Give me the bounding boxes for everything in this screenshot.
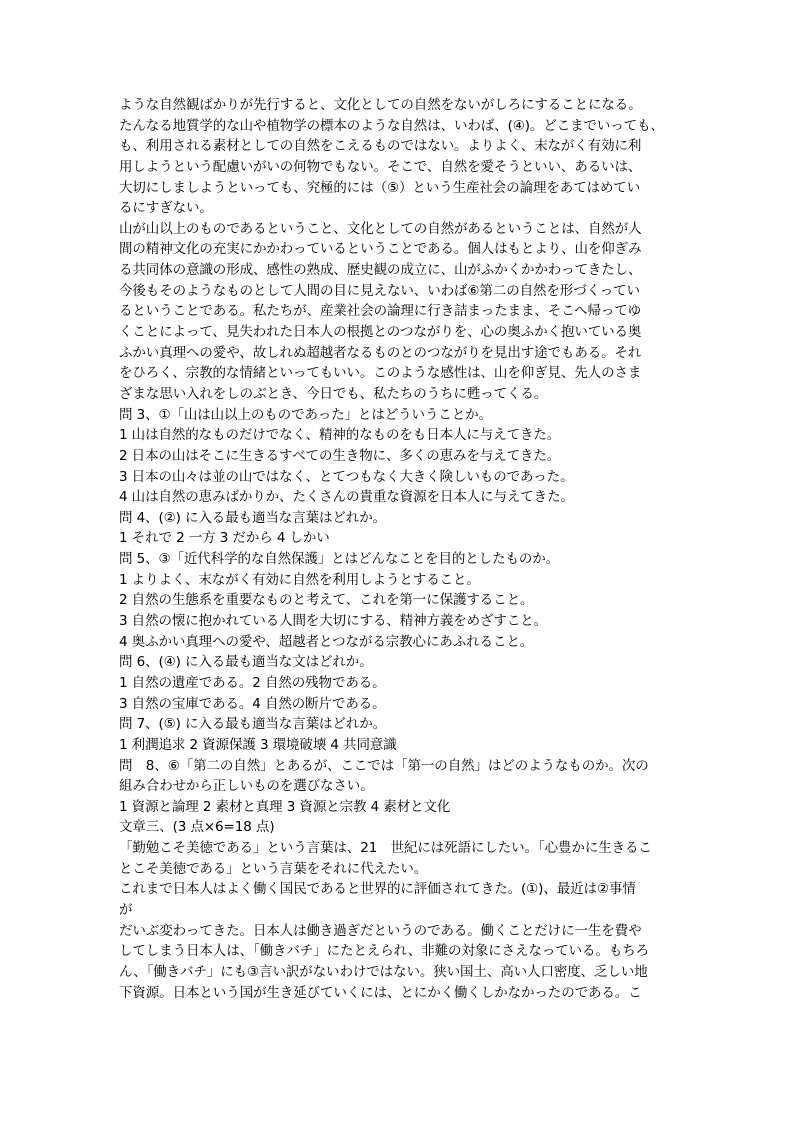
answer-option: 2 日本の山はそこに生きるすべての生き物に、多くの恵みを与えてきた。	[119, 447, 561, 464]
text-line: が	[119, 901, 133, 918]
text-line: これまで日本人はよく働く国民であると世界的に評価されてきた。(①)、最近は②事情	[119, 881, 636, 898]
answer-option: 2 自然の生態系を重要なものと考えて、これを第一に保護すること。	[119, 592, 534, 609]
text-line: 山が山以上のものであるということ、文化としての自然があるということは、自然が人	[119, 220, 642, 237]
text-line: 大切にしましようといっても、究極的には（⑤）という生産社会の論理をあてはめてい	[119, 179, 641, 196]
question-heading: 問 7、(⑤) に入る最も適当な言葉はどれか。	[119, 716, 387, 733]
text-line: る共同体の意識の形成、感性の熟成、歴史観の成立に、山がふかくかかわってきたし、	[119, 262, 642, 279]
answer-option: 3 自然の宝庫である。4 自然の断片である。	[119, 695, 386, 712]
answer-option: 3 自然の懐に抱かれている人間を大切にする、精神方義をめざすこと。	[119, 613, 548, 630]
text-line: ざまな思い入れをしのぶとき、今日でも、私たちのうちに甦ってくる。	[119, 385, 548, 402]
section-heading: 文章三、(3 点×6=18 点)	[119, 819, 275, 836]
answer-option: 3 日本の山々は並の山ではなく、とてつもなく大きく険しいものであった。	[119, 468, 574, 485]
text-line: も、利用される素材としての自然をこえるものではない。よりよく、末ながく有効に利	[119, 138, 642, 155]
document-page	[119, 95, 679, 1003]
text-line: たんなる地質学的な山や植物学の標本のような自然は、いわば、(④)。どこまでいっても、	[119, 117, 664, 134]
answer-option: 4 奥ふかい真理への愛や、超越者とつながる宗教心にあふれること。	[119, 633, 534, 650]
question-heading: 問 8、⑥「第二の自然」とあるが、ここでは「第一の自然」はどのようなものか。次の	[119, 757, 649, 774]
question-heading: 問 3、①「山は山以上のものであった」とはどういうことか。	[119, 406, 492, 423]
text-line: をひろく、宗教的な情緒といってもいい。このような感性は、山を仰ぎ見、先人のさま	[119, 365, 642, 382]
text-line: とこそ美徳である」という言葉をそれに代えたい。	[119, 860, 428, 877]
text-line: 用しようという配慮いがいの何物でもない。そこで、自然を愛そうといい、あるいは、	[119, 158, 642, 175]
text-line: してしまう日本人は、「働きバチ」にたとえられ、非難の対象にさえなっている。もちろ	[119, 943, 650, 960]
text-line: ような自然観ばかりが先行すると、文化としての自然をないがしろにすることになる。	[119, 97, 642, 113]
text-line: 「勤勉こそ美徳である」という言葉は、21 世紀には死語にしたい。「心豊かに生きるこ	[119, 840, 652, 857]
answer-option: 1 利潤追求 2 資源保護 3 環境破壊 4 共同意識	[119, 736, 397, 753]
answer-option: 1 山は自然的なものだけでなく、精神的なものをも日本人に与えてきた。	[119, 427, 561, 444]
question-heading: 組み合わせから正しいものを選びなさい。	[119, 778, 374, 795]
answer-option: 4 山は自然の恵みばかりか、たくさんの貴重な資源を日本人に与えてきた。	[119, 489, 574, 506]
text-line: 下資源。日本という国が生き延びていくには、とにかく働くしかなかったのである。こ	[119, 984, 642, 1001]
text-line: ふかい真理への愛や、故しれぬ超越者なるものとのつながりを見出す途でもある。それ	[119, 344, 642, 361]
question-heading: 問 6、(④) に入る最も適当な文はどれか。	[119, 654, 373, 671]
answer-option: 1 それで 2 一方 3 だから 4 しかい	[119, 530, 330, 547]
text-line: るにすぎない。	[119, 200, 213, 217]
question-heading: 問 5、③「近代科学的な自然保護」とはどんなことを目的としたものか。	[119, 551, 560, 568]
answer-option: 1 よりよく、末ながく有効に自然を利用しようとすること。	[119, 571, 480, 588]
answer-option: 1 資源と論理 2 素材と真理 3 資源と宗教 4 素材と文化	[119, 798, 451, 815]
answer-option: 1 自然の遺産である。2 自然の残物である。	[119, 674, 386, 691]
text-line: るということである。私たちが、産業社会の論理に行き詰まったまま、そこへ帰ってゆ	[119, 303, 642, 320]
text-line: だいぶ変わってきた。日本人は働き過ぎだというのである。働くことだけに一生を費や	[119, 922, 642, 939]
text-line: 今後もそのようなものとして人間の目に見えない、いわば⑥第二の自然を形づくってい	[119, 282, 640, 299]
text-line: くことによって、見失われた日本人の根拠とのつながりを、心の奥ふかく抱いている奥	[119, 324, 642, 341]
text-line: ん、「働きバチ」にも③言い訳がないわけではない。狭い国土、高い人口密度、乏しい地	[119, 963, 648, 980]
question-heading: 問 4、(②) に入る最も適当な言葉はどれか。	[119, 509, 387, 526]
text-line: 間の精神文化の充実にかかわっているということである。個人はもとより、山を仰ぎみ	[119, 241, 642, 258]
